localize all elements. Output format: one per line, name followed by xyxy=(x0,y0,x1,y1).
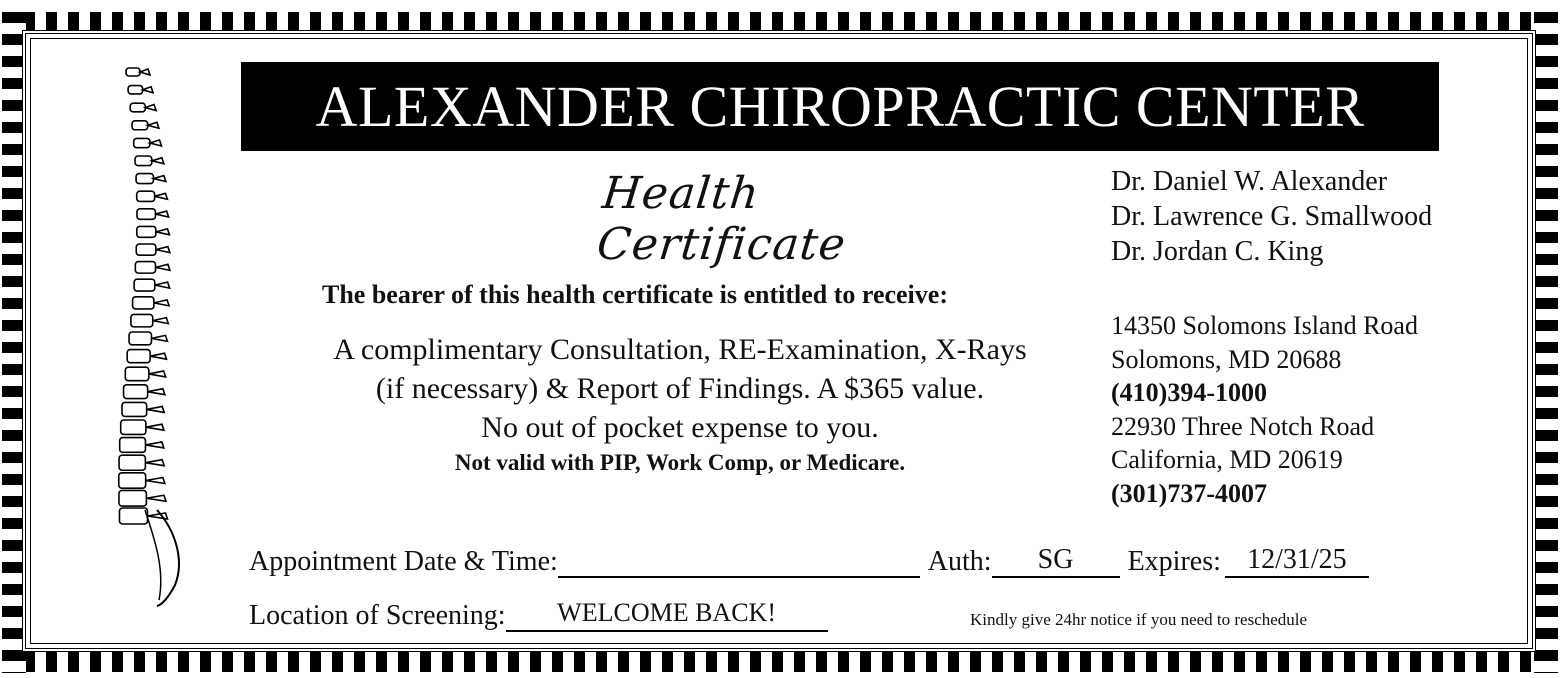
vertebra-process xyxy=(153,176,165,182)
expires-field[interactable]: 12/31/25 xyxy=(1225,544,1369,578)
location-street: 14350 Solomons Island Road xyxy=(1111,311,1418,340)
vertebra xyxy=(122,402,147,416)
not-valid-text: Not valid with PIP, Work Comp, or Medicare. xyxy=(454,450,906,475)
vertebra xyxy=(137,191,155,201)
offer-line: (if necessary) & Report of Findings. A $365 value. xyxy=(375,372,985,405)
doctor-list xyxy=(1111,164,1432,269)
vertebra xyxy=(135,262,155,274)
auth-label: Auth: xyxy=(927,546,992,577)
auth-field[interactable]: SG xyxy=(992,544,1120,578)
vertebra xyxy=(119,508,147,524)
location-phone: (301)737-4007 xyxy=(1111,478,1267,508)
location-city: California, MD 20619 xyxy=(1111,445,1343,474)
doctor-name: Dr. Daniel W. Alexander xyxy=(1111,166,1388,197)
vertebra-process xyxy=(151,335,167,341)
border-top xyxy=(2,12,1558,36)
vertebra-process xyxy=(145,105,156,111)
vertebra xyxy=(121,420,146,434)
vertebra-process xyxy=(153,318,169,324)
vertebra-process xyxy=(149,371,166,377)
doctor-name: Dr. Lawrence G. Smallwood xyxy=(1111,201,1433,232)
vertebra-process xyxy=(156,229,170,235)
vertebra-process xyxy=(155,193,168,199)
vertebra xyxy=(129,332,151,345)
vertebra-process xyxy=(145,460,164,466)
clinic-title: ALEXANDER CHIROPRACTIC CENTER xyxy=(241,62,1439,151)
vertebra-process xyxy=(146,477,165,483)
vertebra-process xyxy=(156,247,170,253)
vertebra xyxy=(136,244,156,255)
location-phone: (410)394-1000 xyxy=(1111,378,1267,407)
entitled-text: The bearer of this health certificate is entitled to receive: xyxy=(322,280,948,309)
vertebra-process xyxy=(155,282,170,288)
vertebra-process xyxy=(150,140,162,146)
vertebra-process xyxy=(140,69,150,75)
vertebra-process xyxy=(152,158,164,164)
vertebra xyxy=(120,438,146,453)
location-row xyxy=(249,598,828,632)
location-street: 22930 Three Notch Road xyxy=(1111,411,1375,441)
vertebra xyxy=(119,455,145,470)
vertebra-process xyxy=(155,211,168,217)
certificate-heading: Health Certificate xyxy=(594,168,849,270)
vertebra-process xyxy=(146,424,164,430)
offer-line: No out of pocket expense to you. xyxy=(481,411,879,444)
appointment-label: Appointment Date & Time: xyxy=(249,546,558,577)
border-right xyxy=(1534,12,1558,673)
vertebra-process xyxy=(148,122,159,128)
location-field[interactable]: WELCOME BACK! xyxy=(506,598,828,632)
vertebra-process xyxy=(147,406,165,412)
vertebra-process xyxy=(143,87,153,93)
appointment-row xyxy=(249,544,1369,578)
vertebra xyxy=(134,279,155,291)
border-left xyxy=(2,12,26,673)
location-city: Solomons, MD 20688 xyxy=(1111,344,1342,374)
offer-line: A complimentary Consultation, RE-Examination, X-Rays xyxy=(333,333,1027,366)
vertebra-process xyxy=(145,442,163,448)
vertebra-process xyxy=(154,300,169,306)
locations xyxy=(1111,309,1418,510)
vertebra xyxy=(137,209,155,220)
border-bottom xyxy=(2,648,1558,672)
vertebra xyxy=(131,314,153,326)
vertebra xyxy=(119,490,146,506)
location-label: Location of Screening: xyxy=(249,600,506,631)
vertebra xyxy=(137,226,156,237)
vertebra xyxy=(133,297,154,309)
expires-label: Expires: xyxy=(1127,546,1221,577)
spine-icon xyxy=(95,60,205,608)
vertebra-process xyxy=(148,389,165,395)
appointment-field[interactable] xyxy=(558,544,920,578)
vertebra-process xyxy=(146,495,166,501)
vertebra-process xyxy=(155,264,169,270)
vertebra xyxy=(124,385,148,399)
vertebra xyxy=(127,350,150,363)
doctor-name: Dr. Jordan C. King xyxy=(1111,236,1324,267)
vertebra xyxy=(125,367,149,380)
offer-text xyxy=(270,330,1090,447)
vertebra-process xyxy=(150,353,166,359)
vertebra xyxy=(119,473,146,488)
reschedule-notice: Kindly give 24hr notice if you need to reschedule xyxy=(970,610,1308,629)
